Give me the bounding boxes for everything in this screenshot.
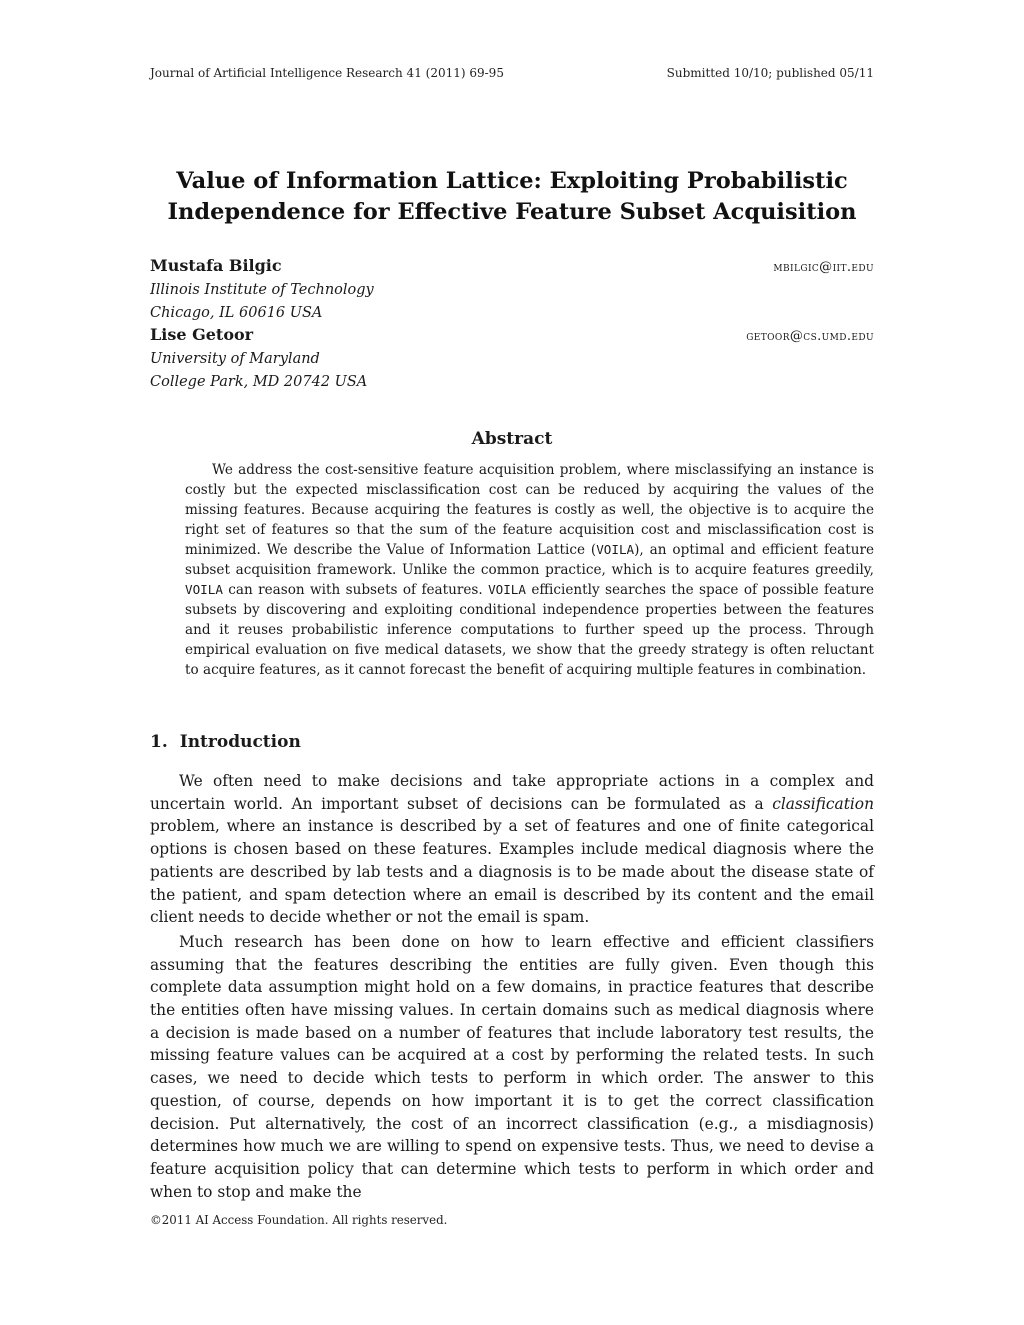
voila-term: VOILA xyxy=(185,582,223,597)
paragraph: Much research has been done on how to learn effective and efficient classifiers assuming that the features describing the entities are fully given. Even though this complete data assumption might hold on a few domains, in practice features that describe the entities often have missing values. In certain domains such as medical diagnosis where a decision is made based on a number of features that include laboratory test results, the missing feature values can be acquired at a cost by performing the related tests. In such cases, we need to decide which tests to perform in which order. The answer to this question, of course, depends on how important it is to get the correct classification decision. Put alternatively, the cost of an incorrect classification (e.g., a misdiagnosis) determines how much we are willing to spend on expensive tests. Thus, we need to devise a feature acquisition policy that can determine which tests to perform in which order and when to stop and make the xyxy=(150,932,874,1201)
author-affiliation: University of Maryland xyxy=(150,351,320,367)
abstract-part: We address the cost-sensitive feature acquisition problem, where misclassifying an instance is costly but the expected misclassification cost can be reduced by acquiring the values of the missing features. Because acquiring the features is costly as well, the objective is to acquire the right set of features so that the sum of the feature acquisition cost and misclassification cost is minimized. We describe the Value of Information Lattice ( xyxy=(185,462,874,558)
paragraph xyxy=(150,770,874,929)
paper-title xyxy=(120,166,904,228)
section-number: 1. xyxy=(150,732,168,752)
abstract-heading: Abstract xyxy=(471,429,553,449)
running-header xyxy=(150,66,874,80)
journal-citation: Journal of Artificial Intelligence Research 41 (2011) 69-95 xyxy=(150,66,504,80)
author-row-2 xyxy=(150,325,874,348)
author-email: getoor@cs.umd.edu xyxy=(746,329,874,344)
copyright-notice: ©2011 AI Access Foundation. All rights reserved. xyxy=(150,1213,448,1227)
author-location: College Park, MD 20742 USA xyxy=(150,374,368,390)
author-location: Chicago, IL 60616 USA xyxy=(150,305,323,321)
author-affiliation: Illinois Institute of Technology xyxy=(150,282,374,298)
abstract-part: ), an optimal and efficient feature subset acquisition framework. Unlike the common practice, which is to acquire features greedily, xyxy=(185,542,874,578)
introduction-body xyxy=(150,770,874,1205)
title-line-2: Independence for Effective Feature Subset Acquisition xyxy=(167,199,857,225)
author-name: Mustafa Bilgic xyxy=(150,256,282,275)
author-block xyxy=(150,256,874,394)
section-title: Introduction xyxy=(179,732,301,752)
paragraph-text: problem, where an instance is described by a set of features and one of finite categorical options is chosen based on these features. Examples include medical diagnosis where the patients are described by lab tests and a diagnosis is to be made about the disease state of the patient, and spam detection where an email is described by its content and the email client needs to decide whether or not the email is spam. xyxy=(150,817,874,927)
emphasis-classification: classification xyxy=(772,794,874,813)
submission-dates: Submitted 10/10; published 05/11 xyxy=(666,66,874,80)
section-heading-introduction xyxy=(150,732,301,752)
voila-term: VOILA xyxy=(488,582,526,597)
abstract-part: can reason with subsets of features. xyxy=(222,582,489,598)
abstract-part: efficiently searches the space of possible feature subsets by discovering and exploiting conditional independence properties between the features and it reuses probabilistic inference computations to further speed up the process. Through empirical evaluation on five medical datasets, we show that the greedy strategy is often reluctant to acquire features, as it cannot forecast the benefit of acquiring multiple features in combination. xyxy=(185,582,874,678)
author-email: mbilgic@iit.edu xyxy=(773,260,874,275)
paragraph-text: We often need to make decisions and take appropriate actions in a complex and uncertain world. An important subset of decisions can be formulated as a xyxy=(150,772,874,813)
author-name: Lise Getoor xyxy=(150,325,254,344)
abstract-text xyxy=(185,460,874,680)
voila-term: VOILA xyxy=(596,542,635,557)
title-line-1: Value of Information Lattice: Exploiting Probabilistic xyxy=(176,168,848,194)
author-row-1 xyxy=(150,256,874,279)
